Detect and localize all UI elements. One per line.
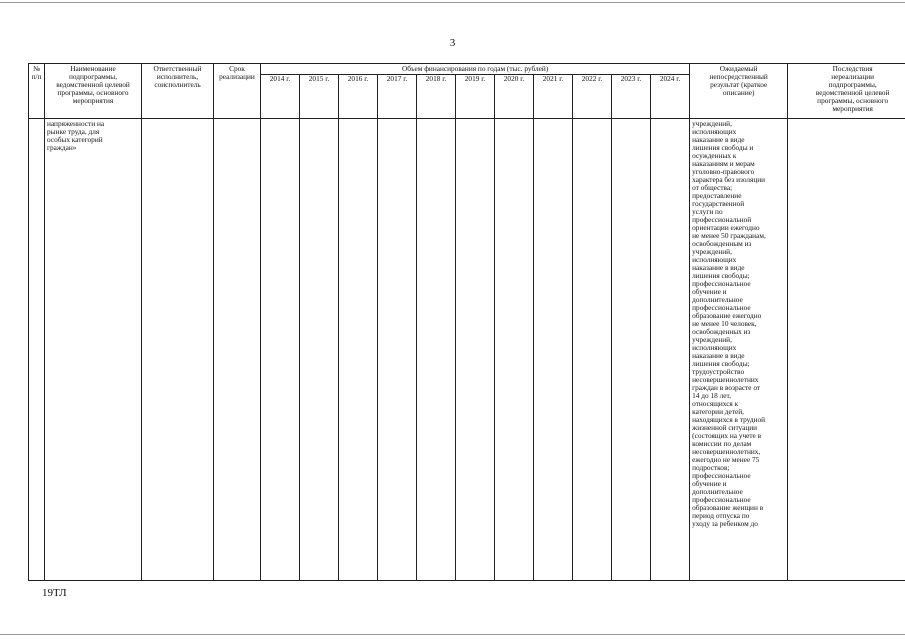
header-year: 2019 г.	[456, 75, 495, 119]
scan-edge-bottom	[0, 634, 905, 635]
cell-year	[495, 119, 534, 581]
cell-name: напряженности на рынке труда, для особых категорий граждан»	[45, 119, 142, 581]
cell-year	[417, 119, 456, 581]
table-row	[29, 119, 905, 581]
cell-year	[300, 119, 339, 581]
header-consequences: Последствия нереализации подпрограммы, ведомственной целевой программы, основного мероприятия	[788, 64, 905, 119]
header-year: 2023 г.	[612, 75, 651, 119]
header-year: 2015 г.	[300, 75, 339, 119]
cell-number	[29, 119, 45, 581]
cell-year	[378, 119, 417, 581]
header-financing: Объем финансирования по годам (тыс. рублей)	[261, 64, 690, 75]
header-year: 2022 г.	[573, 75, 612, 119]
cell-year	[261, 119, 300, 581]
page-number: 3	[449, 37, 456, 49]
header-year: 2020 г.	[495, 75, 534, 119]
cell-year	[651, 119, 690, 581]
header-year: 2014 г.	[261, 75, 300, 119]
cell-year	[573, 119, 612, 581]
header-year: 2016 г.	[339, 75, 378, 119]
header-year: 2021 г.	[534, 75, 573, 119]
cell-term	[214, 119, 261, 581]
cell-result: учреждений, исполняющих наказание в виде лишения свободы и осужденных к наказаниям и мерам уголовно-правового характера без изоляции от общества; предоставление государственной услуги по профессиональной ориентации ежегодно не менее 50 гражданам, освобожденным из учреждений, исполняющих наказание в виде лишения свободы; профессиональное обучение и дополнительное профессиональное образование ежегодно не менее 10 человек, освобожденных из учреждений, исполняющих наказание в виде лишения свободы; трудоустройство несовершеннолетних граждан в возрасте от 14 до 18 лет, относящихся к категории детей, находящихся в трудной жизненной ситуации (состоящих на учете в комиссии по делам несовершеннолетних, ежегодно не менее 75 подростков; профессиональное обучение и дополнительное профессиональное образование женщин в период отпуска по уходу за ребенком до	[690, 119, 788, 581]
header-name: Наименование подпрограммы, ведомственной целевой программы, основного мероприятия	[45, 64, 142, 119]
header-year: 2024 г.	[651, 75, 690, 119]
document-code: 19ТЛ	[42, 587, 67, 599]
header-year: 2018 г.	[417, 75, 456, 119]
header-number: № п/п	[29, 64, 45, 119]
header-term: Срок реализации	[214, 64, 261, 119]
scan-edge-top	[0, 2, 905, 3]
header-responsible: Ответственный исполнитель, соисполнитель	[142, 64, 214, 119]
program-activities-table	[28, 63, 905, 581]
cell-year	[534, 119, 573, 581]
cell-year	[339, 119, 378, 581]
cell-responsible	[142, 119, 214, 581]
cell-year	[456, 119, 495, 581]
cell-year	[612, 119, 651, 581]
cell-consequences	[788, 119, 905, 581]
header-result: Ожидаемый непосредственный результат (краткое описание)	[690, 64, 788, 119]
header-year: 2017 г.	[378, 75, 417, 119]
